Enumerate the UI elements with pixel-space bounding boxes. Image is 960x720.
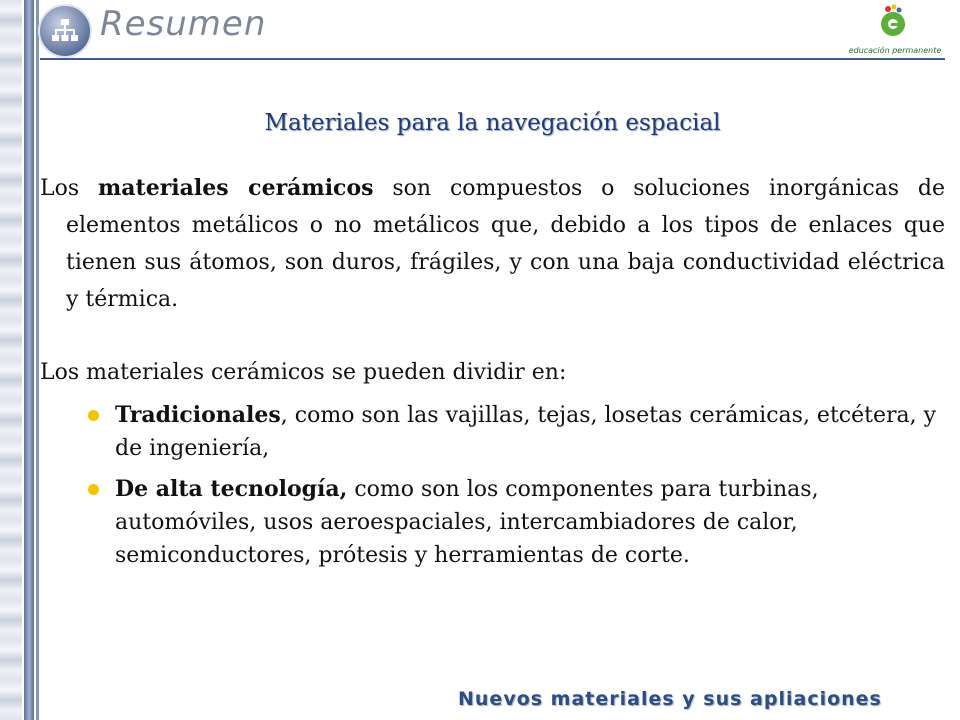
left-border-bar [24, 0, 34, 720]
slide-title: Materiales para la navegación espacial [264, 110, 721, 136]
intro-rest: son compuestos o soluciones inorgánicas de elementos metálicos o no metálicos que, debido a los tipos de enlaces que tienen sus átomos, son duros, frágiles, y con una baja conductividad eléctrica y térmica. [66, 176, 946, 312]
left-decorative-strip [0, 0, 22, 720]
division-paragraph: Los materiales cerámicos se pueden dividir en: [40, 360, 567, 385]
slide-content [40, 170, 945, 580]
bullet-text: , como son las vajillas, tejas, losetas cerámicas, etcétera, y de ingeniería, [115, 403, 937, 461]
list-item [40, 473, 945, 572]
bullet-dot-icon [88, 410, 99, 421]
left-border-line [36, 0, 39, 720]
bullet-bold: Tradicionales [115, 402, 281, 428]
list-item [40, 399, 945, 465]
bullet-dot-icon [88, 484, 99, 495]
brand-logo [840, 4, 950, 60]
intro-paragraph [40, 170, 945, 318]
intro-lead: Los [40, 176, 99, 201]
brand-e-icon [878, 4, 908, 40]
brand-text: educación permanente [848, 46, 942, 55]
sitemap-icon [52, 18, 78, 42]
header-title: Resumen [100, 4, 267, 44]
intro-bold: materiales cerámicos [98, 175, 374, 201]
footer-title: Nuevos materiales y sus apliaciones [458, 688, 882, 710]
header-divider [40, 58, 945, 60]
bullet-bold: De alta tecnología, [115, 476, 348, 502]
bullet-list [40, 399, 945, 572]
bullet-text: como son los componentes para turbinas, automóviles, usos aeroespaciales, intercambiadores de calor, semiconductores, prótesis y herramientas de corte. [115, 477, 819, 568]
